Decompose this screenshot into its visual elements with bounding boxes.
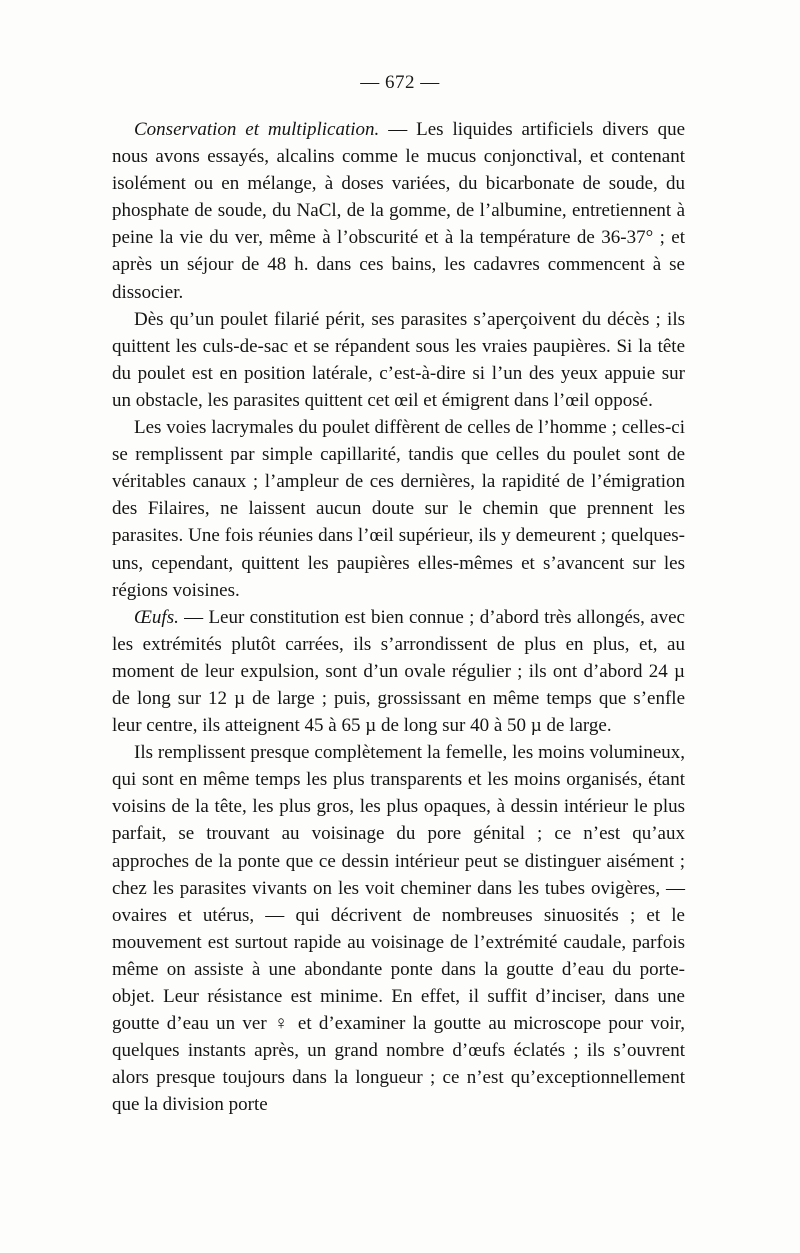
section-heading-conservation: Conservation et multiplication. [134, 119, 380, 140]
paragraph-oeufs [112, 604, 685, 739]
page-number: — 672 — [360, 72, 440, 93]
paragraph [112, 739, 685, 1118]
body-text [112, 116, 685, 1118]
paragraph-text: — Les liquides artificiels divers que nous avons essayés, alcalins comme le mucus conjonctival, et contenant isolément ou en mélange, à doses variées, du bicarbonate de soude, du phosphate de soude, du NaCl, de la gomme, de l’albumine, entretiennent à peine la vie du ver, même à l’obscurité et à la température de 36-37° ; et après un séjour de 48 h. dans ces bains, les cadavres commencent à se dissocier. [112, 119, 685, 303]
paragraph-text: Les voies lacrymales du poulet diffèrent de celles de l’homme ; celles-ci se remplissent par simple capillarité, tandis que celles du poulet sont de véritables canaux ; l’ampleur de ces dernières, la rapidité de l’émigration des Filaires, ne laissent aucun doute sur le chemin que prennent les parasites. Une fois réunies dans l’œil supérieur, ils y demeurent ; quelques-uns, cependant, quittent les paupières elles-mêmes et s’avancent sur les régions voisines. [112, 417, 685, 601]
section-heading-oeufs: Œufs. [134, 606, 179, 628]
paragraph [112, 306, 685, 414]
paragraph [112, 414, 685, 604]
paragraph-text: Dès qu’un poulet filarié périt, ses parasites s’aperçoivent du décès ; ils quittent les culs-de-sac et se répandent sous les vraies paupières. Si la tête du poulet est en position latérale, c’est-à-dire si l’un des yeux appuie sur un obstacle, les parasites quittent cet œil et émigrent dans l’œil opposé. [112, 308, 685, 411]
paragraph-text: Ils remplissent presque complètement la femelle, les moins volumineux, qui sont en même temps les plus transparents et les moins organisés, étant voisins de la tête, les plus gros, les plus opaques, à dessin intérieur le plus parfait, se trouvant au voisinage du pore génital ; ce n’est qu’aux approches de la ponte que ce dessin intérieur peut se distinguer aisément ; chez les parasites vivants on les voit cheminer dans les tubes ovigères, — ovaires et utérus, — qui décrivent de nombreuses sinuosités ; et le mouvement est surtout rapide au voisinage de l’extrémité caudale, parfois même on assiste à une abondante ponte dans la goutte d’eau du porte-objet. Leur résistance est minime. En effet, il suffit d’inciser, dans une goutte d’eau un ver ♀ et d’examiner la goutte au microscope pour voir, quelques instants après, un grand nombre d’œufs éclatés ; ils s’ouvrent alors presque toujours dans la longueur ; ce n’est qu’exceptionnellement que la division porte [112, 742, 685, 1116]
paragraph-conservation [112, 116, 685, 306]
paragraph-text: — Leur constitution est bien connue ; d’abord très allongés, avec les extrémités plutôt carrées, ils s’arrondissent de plus en plus, et, au moment de leur expulsion, sont d’un ovale régulier ; ils ont d’abord 24 µ de long sur 12 µ de large ; puis, grossissant en même temps que s’enfle leur centre, ils atteignent 45 à 65 µ de long sur 40 à 50 µ de large. [112, 606, 685, 737]
